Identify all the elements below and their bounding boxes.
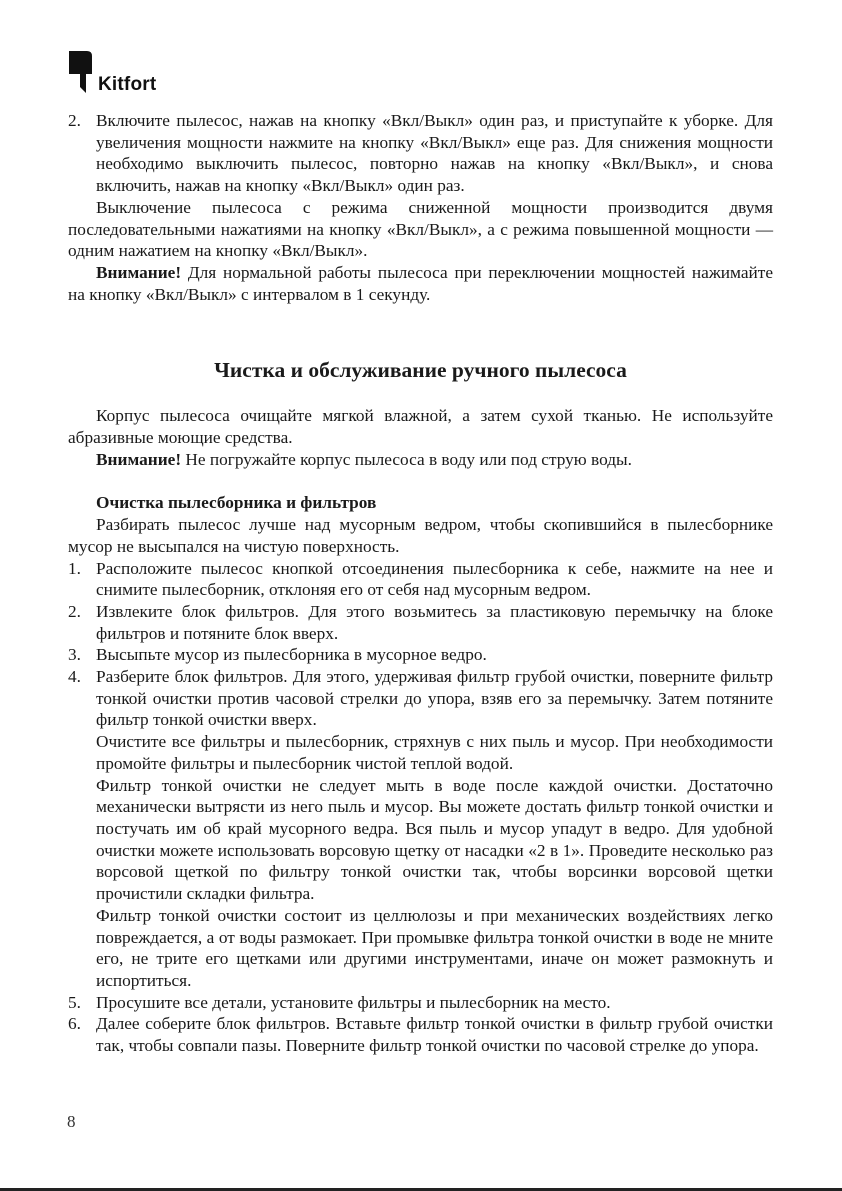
list-item-text: Извлеките блок фильтров. Для этого возьмитесь за пластиковую перемычку на блоке фильтров и потяните блок вверх. [96, 601, 773, 643]
list-item-number: 4. [68, 667, 81, 687]
list-item-number: 1. [68, 558, 81, 578]
warning-label: Внимание! [96, 449, 182, 469]
list-item-continuation: Очистите все фильтры и пылесборник, стряхнув с них пыль и мусор. При необходимости промойте фильтры и пылесборник чистой теплой водой. [96, 732, 773, 773]
list-item [68, 558, 773, 601]
warning-paragraph [68, 262, 773, 305]
kitfort-logo-icon [67, 47, 93, 97]
warning-label: Внимание! [96, 262, 182, 282]
list-item-continuation: Фильтр тонкой очистки не следует мыть в воде после каждой очистки. Достаточно механически вытрясти из него пыль и мусор. Вы можете достать фильтр тонкой очистки и постучать им об край мусорного ведра. Вся пыль и мусор упадут в ведро. Для удобной очистки можете использовать ворсовую щетку от насадки «2 в 1». Проведите несколько раз ворсовой щеткой по фильтру тонкой очистки так, чтобы ворсинки ворсовой щетки прочистили складки фильтра. [96, 775, 773, 904]
list-item-number: 2. [68, 601, 81, 621]
list-item [68, 601, 773, 644]
list-item [68, 644, 773, 666]
section-title: Чистка и обслуживание ручного пылесоса [214, 358, 627, 383]
brand-name: Kitfort [98, 74, 157, 95]
list-item-text: Разберите блок фильтров. Для этого, удерживая фильтр грубой очистки, поверните фильтр тонкой очистки против часовой стрелки до упора, взяв его за перемычку. Затем потяните фильтр тонкой очистки вверх. [96, 667, 773, 730]
list-item-number: 2. [68, 111, 81, 130]
warning-text: Не погружайте корпус пылесоса в воду или под струю воды. [181, 449, 632, 469]
warning-text: Для нормальной работы пылесоса при переключении мощностей нажимайте на кнопку «Вкл/Выкл» с интервалом в 1 секунду. [68, 262, 773, 304]
paragraph: Корпус пылесоса очищайте мягкой влажной, а затем сухой тканью. Не используйте абразивные моющие средства. [68, 406, 773, 448]
subsection-title: Очистка пылесборника и фильтров [96, 493, 377, 513]
list-item-text: Далее соберите блок фильтров. Вставьте фильтр тонкой очистки в фильтр грубой очистки так, чтобы совпали пазы. Поверните фильтр тонкой очистки по часовой стрелке до упора. [96, 1014, 773, 1056]
document-body [68, 110, 773, 1057]
list-item-text: Расположите пылесос кнопкой отсоединения пылесборника к себе, нажмите на нее и снимите пылесборник, отклоняя его от себя над мусорным ведром. [96, 558, 773, 600]
list-item [68, 992, 773, 1014]
brand-logo [67, 47, 197, 99]
list-item-text: Просушите все детали, установите фильтры и пылесборник на место. [96, 992, 611, 1012]
list-item-continuation: Фильтр тонкой очистки состоит из целлюлозы и при механических воздействиях легко повреждается, а от воды размокает. При промывке фильтра тонкой очистки в воде не мните его, не трите его щетками или другими инструментами, иначе он может размокнуть и испортиться. [96, 905, 773, 990]
list-item [68, 666, 773, 731]
page-number: 8 [67, 1112, 76, 1131]
list-item-text: Высыпьте мусор из пылесборника в мусорное ведро. [96, 645, 487, 665]
list-item [68, 110, 773, 197]
paragraph: Выключение пылесоса с режима сниженной мощности производится двумя последовательными нажатиями на кнопку «Вкл/Выкл», а с режима повышенной мощности — одним нажатием на кнопку «Вкл/Выкл». [68, 197, 773, 261]
list-item-number: 3. [68, 645, 81, 665]
list-item-number: 6. [68, 1014, 81, 1034]
warning-paragraph [68, 449, 773, 471]
list-item-number: 5. [68, 992, 81, 1012]
paragraph: Разбирать пылесос лучше над мусорным ведром, чтобы скопившийся в пылесборнике мусор не высыпался на чистую поверхность. [68, 515, 773, 556]
list-item-text: Включите пылесос, нажав на кнопку «Вкл/Выкл» один раз, и приступайте к уборке. Для увеличения мощности нажмите на кнопку «Вкл/Выкл» еще раз. Для снижения мощности необходимо выключить пылесос, повторно нажав на кнопку «Вкл/Выкл», и снова включить, нажав на кнопку «Вкл/Выкл» один раз. [96, 111, 773, 196]
list-item [68, 1013, 773, 1056]
